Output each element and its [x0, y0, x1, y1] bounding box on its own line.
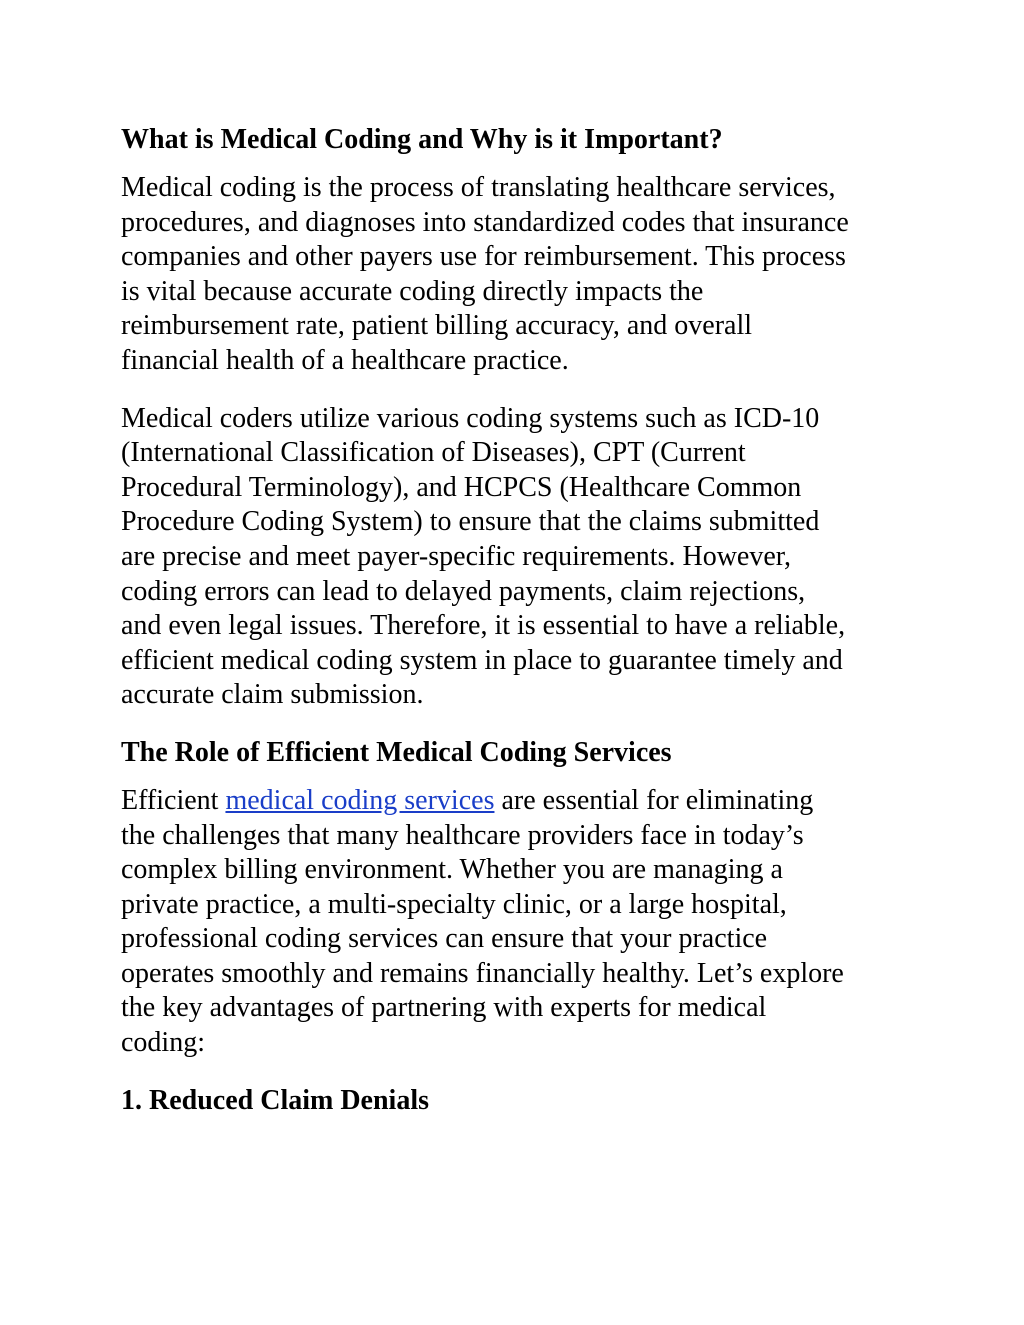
text-line: coding errors can lead to delayed payments, claim rejections,: [121, 575, 806, 607]
text-line: are precise and meet payer-specific requirements. However,: [121, 540, 791, 572]
medical-coding-services-link[interactable]: medical coding services: [225, 784, 495, 816]
text-line: the challenges that many healthcare providers face in today’s: [121, 819, 804, 851]
text-line: and even legal issues. Therefore, it is essential to have a reliable,: [121, 610, 846, 642]
text-line: procedures, and diagnoses into standardized codes that insurance: [121, 206, 849, 238]
heading-role-of-efficient-coding: The Role of Efficient Medical Coding Services: [121, 736, 672, 768]
text-line: accurate claim submission.: [121, 679, 424, 711]
text-line: Procedural Terminology), and HCPCS (Healthcare Common: [121, 471, 802, 503]
paragraph-medical-coding-definition: [121, 171, 921, 379]
document-page: [121, 118, 921, 1123]
text-line-with-link: [121, 784, 921, 819]
text-line: companies and other payers use for reimbursement. This process: [121, 241, 846, 273]
text-line: is vital because accurate coding directly impacts the: [121, 275, 704, 307]
text-line: complex billing environment. Whether you are managing a: [121, 854, 783, 886]
text-line: the key advantages of partnering with experts for medical: [121, 992, 767, 1024]
text-line: operates smoothly and remains financially healthy. Let’s explore: [121, 957, 844, 989]
text-line: Medical coding is the process of translating healthcare services,: [121, 172, 836, 203]
text-fragment: Efficient: [121, 784, 226, 816]
text-line: reimbursement rate, patient billing accuracy, and overall: [121, 310, 753, 342]
heading-what-is-medical-coding: What is Medical Coding and Why is it Important?: [121, 124, 723, 155]
paragraph-efficient-coding-services: [121, 784, 921, 1061]
text-line: (International Classification of Diseases), CPT (Current: [121, 437, 746, 469]
paragraph-coding-systems: [121, 402, 921, 713]
heading-reduced-claim-denials: 1. Reduced Claim Denials: [121, 1084, 429, 1116]
text-line: private practice, a multi-specialty clinic, or a large hospital,: [121, 888, 787, 920]
text-line: efficient medical coding system in place to guarantee timely and: [121, 644, 843, 676]
text-line: professional coding services can ensure that your practice: [121, 923, 768, 955]
text-fragment: are essential for eliminating: [494, 784, 814, 816]
text-line: coding:: [121, 1027, 205, 1059]
text-line: financial health of a healthcare practice.: [121, 344, 569, 376]
text-line: Medical coders utilize various coding systems such as ICD-10: [121, 402, 820, 434]
text-line: Procedure Coding System) to ensure that the claims submitted: [121, 506, 820, 538]
